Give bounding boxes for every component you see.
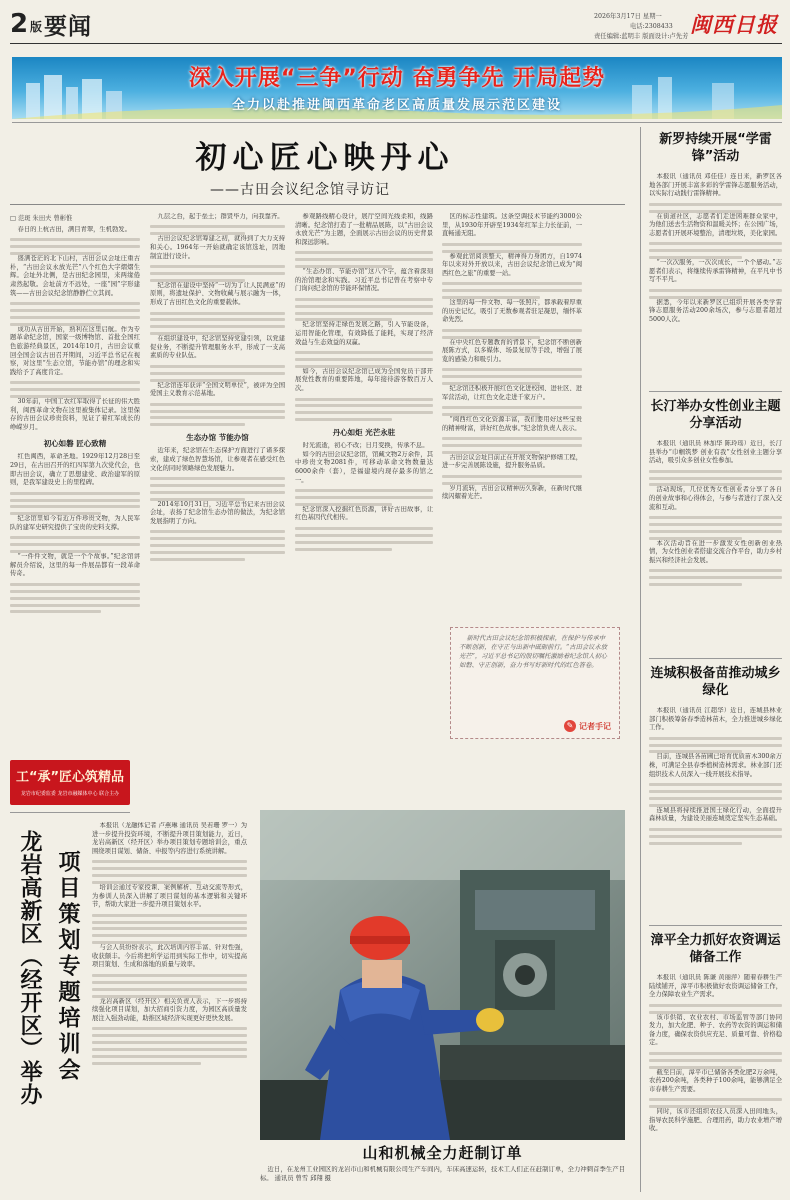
- page-unit: 版: [30, 20, 43, 34]
- craft-badge-title: 工“承”匠心筑精品: [15, 770, 125, 785]
- brief-title: 新罗持续开展“学雷锋”活动: [659, 132, 772, 164]
- lead-paragraph: 春日的上杭古田，满目青翠，生机勃发。: [17, 226, 131, 233]
- lead-paragraph: 如今，古田会议纪念馆已成为全国党员干部开展党性教育的重要阵地，每年接待游客数百万人次。: [295, 367, 433, 393]
- brief-paragraph: 本次活动旨在进一步激发女性创新创业热情，为女性创业者搭建交流合作平台，助力乡村振兴和经济社会发展。: [649, 539, 782, 564]
- lead-paragraph: 纪念馆里如今有近万件珍贵文物，为人民军队的建军史研究提供了宝贵的史料支撑。: [10, 515, 140, 531]
- lead-paragraph: 在中央红色专题教育的背景下，纪念馆不断创新展陈方式，以多媒体、场景复原等手段，增强了展览的感染力和吸引力。: [442, 338, 582, 363]
- lead-paragraph: 成功从古田开始，熟利在这里启航。作为专题革命纪念馆，国家一级博物馆、首批全国红色旅游经典景区，2014年10月，古田会议重回全国会议古田召开期间，习近平总书记在视察，对这里“生态立馆，节能办馆”的理念和实践给予了高度肯定。: [10, 325, 140, 376]
- training-col: [92, 822, 247, 1187]
- lead-subheading: 丹心如炬 光芒永驻: [332, 428, 396, 438]
- paper-logo: 闽西日报: [690, 13, 778, 37]
- lead-paragraph: 盛满苍茫的北下山村，古田会议会址庄重古朴，“古田会议永放光芒”八个红色大字熠熠生辉。会址外北侧，是古田纪念园里，来两缘倦肃然起敬。会址前方不远处，一座“园”字形建筑——古田会议纪念馆静静伫立其间。: [10, 255, 140, 297]
- right-column: [640, 127, 782, 1192]
- lead-paragraph: “闽西红色文化资源丰富，我们要用好这些宝贵的精神财富，讲好红色故事。”纪念馆负责人表示。: [442, 416, 582, 432]
- lead-subtitle: ——古田会议纪念馆寻访记: [210, 182, 390, 198]
- lead-byline: □ 范斑 朱田夫 曾彬惟: [10, 215, 73, 222]
- lead-paragraph: 如今的古田会议纪念馆，馆藏文物2万余件，其中珍贵文物2081件，可移动革命文物数量达6000余件（套），是福建境内现存最多的馆之一。: [295, 450, 433, 484]
- brief-paragraph: 本报讯（通讯员 邓佳佳）连日来，新罗区各地各部门开展丰富多彩的学雷锋志愿服务活动，以实际行动践行雷锋精神。: [649, 173, 782, 198]
- lead-paragraph: 纪念馆深入挖掘红色资源，讲好古田故事，让红色基因代代相传。: [295, 505, 433, 522]
- lead-title: 初心匠心映丹心: [195, 140, 455, 176]
- lead-paragraph: 参观此馆阅读整天，精神得力身团方，自1974年以来对外开放以来，古田会议纪念馆已成为“闽西红色之旅”的重要一站。: [442, 252, 582, 277]
- banner-rule: [12, 122, 782, 123]
- news-brief: [649, 928, 782, 1190]
- brief-paragraph: 同时，该市还组织农技人员深入田间地头，指导农民科学施肥、合理用药，助力农业增产增收。: [649, 1108, 782, 1133]
- lead-paragraph: 纪念馆在建设中坚持“一切为了让人民满意”的原则，将遗址保护、文物收藏与展示融为一体，形成了古田红色文化的重要载体。: [150, 281, 285, 307]
- brief-paragraph: “一次次服务，一次次成长，一个个感动。”志愿者们表示，将继续传承雷锋精神，在平凡中书写不平凡。: [649, 259, 782, 284]
- brief-divider: [649, 925, 782, 926]
- reporter-note-box: [450, 627, 620, 739]
- lead-paragraph: 纪念馆还积极开展红色文化进校园、进社区、进军营活动，让红色文化走进千家万户。: [442, 385, 582, 401]
- lead-paragraph: 在组织建设中，纪念馆坚持党建引领，以党建促业务，不断提升管理服务水平，形成了一支高素质的专业队伍。: [150, 335, 285, 360]
- lead-col-3: [295, 213, 433, 748]
- lead-article: [10, 127, 625, 752]
- lead-subheading: 生态办馆 节能办馆: [186, 433, 249, 443]
- lead-paragraph: 30年前，中国工农红军取得了长征的伟大胜利，闽西革命文物在这里被集体记录。这里保存的古田会议珍贵资料，见证了着红军成长的峥嵘岁月。: [10, 398, 140, 431]
- training-title-left: 龙岩高新区（经开区）举办: [17, 830, 42, 1106]
- lower-left-rule: [10, 812, 130, 813]
- lead-paragraph: 古田会议纪念馆筹建之初，就得到了大力支持和关心。1964年一开始就确定该馆选址，因地制宜进行设计。: [150, 235, 285, 260]
- brief-paragraph: 活动现场，几位优秀女性创业者分享了各自的创业故事和心得体会，与参与者进行了深入交流和互动。: [649, 486, 782, 511]
- brief-paragraph: 据悉，今年以来新罗区已组织开展各类学雷锋志愿服务活动200余场次，参与志愿者超过5000人次。: [649, 298, 782, 323]
- pen-icon: ✎: [564, 720, 576, 732]
- reporter-note-text: 新时代古田会议纪念馆积极探索，在保护与传承中不断创新，在守正与出新中砥砺前行。“古田会议永放光芒”，习近平总书记的殷切嘱托激励着纪念馆人初心如磐、守正创新，奋力书写好新时代的红色答卷。: [459, 635, 608, 669]
- brief-divider: [649, 391, 782, 392]
- brief-paragraph: 本报讯（通讯员 江超华）近日，连城县林业部门积极筹备春季造林苗木，全力推进城乡绿化工作。: [649, 707, 782, 732]
- news-brief: [649, 394, 782, 656]
- lead-paragraph: 近年来，纪念馆在生态保护方面进行了诸多探索，建成了绿色智慧场馆，让参观者在感受红色文化的同时领略绿色发展魅力。: [150, 447, 285, 472]
- masthead: [0, 0, 790, 50]
- lead-paragraph: 时光流逝，初心不改；日月变换，传承不息。: [302, 442, 429, 450]
- phone-line: 电话:2308433: [630, 23, 673, 30]
- lead-paragraph: “一件件文物，就是一个个故事。”纪念馆讲解员介绍说，这里的每一件展品都有一段革命传奇。: [10, 553, 140, 578]
- training-article: [10, 820, 250, 1190]
- page-number: 2: [10, 9, 29, 39]
- lead-subheading: 初心如磐 匠心致精: [43, 439, 107, 449]
- training-paragraph: 培训会通过专家授课、案例解析、互动交流等形式，为参训人员深入讲解了项目谋划的基本逻辑和关键环节，帮助大家进一步提升项目策划水平。: [92, 883, 247, 909]
- brief-paragraph: 本报讯（通讯员 陈谦 黄丽萍）随着春耕生产陆续铺开，漳平市积极做好农资调运储备工作，全力保障农业生产需求。: [649, 974, 782, 999]
- news-brief: [649, 661, 782, 923]
- brief-paragraph: 截至目前，漳平市已储备各类化肥2万余吨，农药200余吨，各类种子100余吨，能够满足全市春耕生产需要。: [649, 1068, 782, 1093]
- lead-paragraph: 这里的每一件文物、每一张照片，都承载着厚重的历史记忆，吸引了无数参观者驻足凝思，缅怀革命先烈。: [442, 299, 582, 324]
- reporter-note-label: [564, 720, 611, 732]
- masthead-rule: [10, 43, 782, 44]
- craft-badge: [10, 760, 130, 805]
- lead-paragraph: 纪念馆坚持走绿色发展之路，引入节能设备，运用智能化管理，有效降低了能耗，实现了经济效益与生态效益的双赢。: [295, 321, 433, 346]
- section-name: 要闻: [44, 14, 92, 40]
- lead-paragraph: 岁月流转，古田会议精神历久弥新，在新时代继续闪耀着光芒。: [442, 484, 582, 501]
- brief-paragraph: 该市供销、农业农村、市场监管等部门协同发力，加大化肥、种子、农药等农资的调运和储备力度，确保农资供应充足、质量可靠、价格稳定。: [649, 1013, 782, 1047]
- craft-badge-sub: 龙岩市纪委监委 龙岩市融媒体中心 联合主办: [20, 791, 120, 797]
- campaign-banner: [12, 57, 782, 119]
- lead-paragraph: 纪念馆连年获评“全国文明单位”，被评为全国爱国主义教育示范基地。: [150, 381, 285, 398]
- editor-line: 责任编辑:蓝明丰 版面设计:卢先芳: [594, 33, 689, 40]
- brief-paragraph: 在街道社区，志愿者们走进困难群众家中，为他们送去生活物资和温暖关怀；在公园广场，志愿者们开展环境整治，清理垃圾，美化家园。: [649, 212, 782, 237]
- lead-title-rule: [10, 204, 625, 205]
- training-paragraph: 本报讯（龙融体记者 卢燕琳 通讯员 吴若珊 罗一）为进一步提升投资环境，不断提升项目策划能力，近日，龙岩高新区（经开区）举办项目策划专题培训会，重点围绕项目谋划、储备、申报等内容进行系统讲解。: [92, 822, 247, 855]
- news-brief: [649, 127, 782, 389]
- factory-photo-image: [260, 810, 625, 1140]
- banner-title: 深入开展“三争”行动 奋勇争先 开局起势: [188, 66, 606, 91]
- training-title-right: 项目策划专题培训会: [55, 850, 80, 1084]
- banner-subtitle: 全力以赴推进闽西革命老区高质量发展示范区建设: [231, 98, 562, 113]
- brief-title: 漳平全力抓好农资调运储备工作: [650, 933, 781, 965]
- lead-paragraph: 红色闽西，革命圣地。1929年12月28日至29日，在古田召开的红四军第九次党代会，也即古田会议，确立了思想建党、政治建军的原则，是我军建设史上的里程碑。: [10, 453, 140, 487]
- brief-paragraph: 目前，连城县各苗圃已培育优质苗木300余万株，可满足全县春季植树造林需求。林业部门还组织技术人员深入一线开展技术指导。: [649, 753, 782, 778]
- photo-title: 山和机械全力赶制订单: [362, 1144, 523, 1162]
- lead-paragraph: 区的标志性建筑。这条空调技术节能约3000公里，从1930年开辟至1934年红军主力长征前，一直畅通无阻。: [442, 213, 582, 238]
- reporter-note-tag: 记者手记: [579, 721, 611, 731]
- lead-col-1: [10, 213, 140, 748]
- lead-paragraph: 参观路线精心设计，展厅空间光线柔和，线路清晰。纪念馆打造了一批精品展陈，以“古田会议永放光芒”为主题，全面展示古田会议的历史背景和深远影响。: [295, 213, 433, 246]
- date-line: 2026年3月17日 星期一: [594, 13, 662, 20]
- photo-caption: 近日，在龙州工业园区的龙岩市山和机械有限公司生产车间内，车床高速运转，技术工人们正在赶制订单，全力冲刺首季生产目标。 通讯员 曾雪 邱翔 摄: [260, 1166, 625, 1182]
- training-paragraph: 龙岩高新区（经开区）相关负责人表示，下一步将持续强化项目谋划，加大招商引资力度，为园区高质量发展注入强劲动能，助推区域经济实现更好更快发展。: [92, 997, 247, 1022]
- brief-paragraph: 本报讯（通讯员 林加华 陈玲瑶）近日，长汀县举办“巾帼筑梦 创业有我”女性创业主题分享活动，吸引众多创业女性参加。: [649, 440, 782, 465]
- lead-paragraph: “生态办馆、节能办馆”这八个字，蕴含着深刻的治馆理念和实践。习近平总书记曾在考察中专门询问纪念馆的节能环保情况。: [295, 268, 433, 293]
- brief-title: 连城积极备苗推动城乡绿化: [650, 666, 781, 698]
- lead-paragraph: 2014年10月31日，习近平总书记来古田会议会址，表扬了纪念馆生态办馆的做法，为纪念馆发展指明了方向。: [150, 500, 285, 525]
- lead-paragraph: 古田会议会址目前正在开展文物保护修缮工程，进一步完善展陈设施，提升服务品质。: [442, 453, 582, 470]
- factory-photo: [260, 810, 625, 1140]
- lead-col-4: [442, 213, 582, 613]
- lead-paragraph: 九层之台，起于垒土；群贤毕力，向我靠齐。: [157, 213, 284, 220]
- lead-col-2: [150, 213, 285, 748]
- brief-title: 长汀举办女性创业主题分享活动: [650, 399, 781, 431]
- training-paragraph: 与会人员纷纷表示，此次培训内容丰富、针对性强，收获颇丰。今后将把所学运用到实际工作中，切实提高项目策划、生成和落地的质量与效率。: [92, 944, 247, 969]
- brief-paragraph: 连城县将持续推进国土绿化行动，全面提升森林质量，为建设美丽连城奠定坚实生态基础。: [649, 806, 782, 823]
- brief-divider: [649, 658, 782, 659]
